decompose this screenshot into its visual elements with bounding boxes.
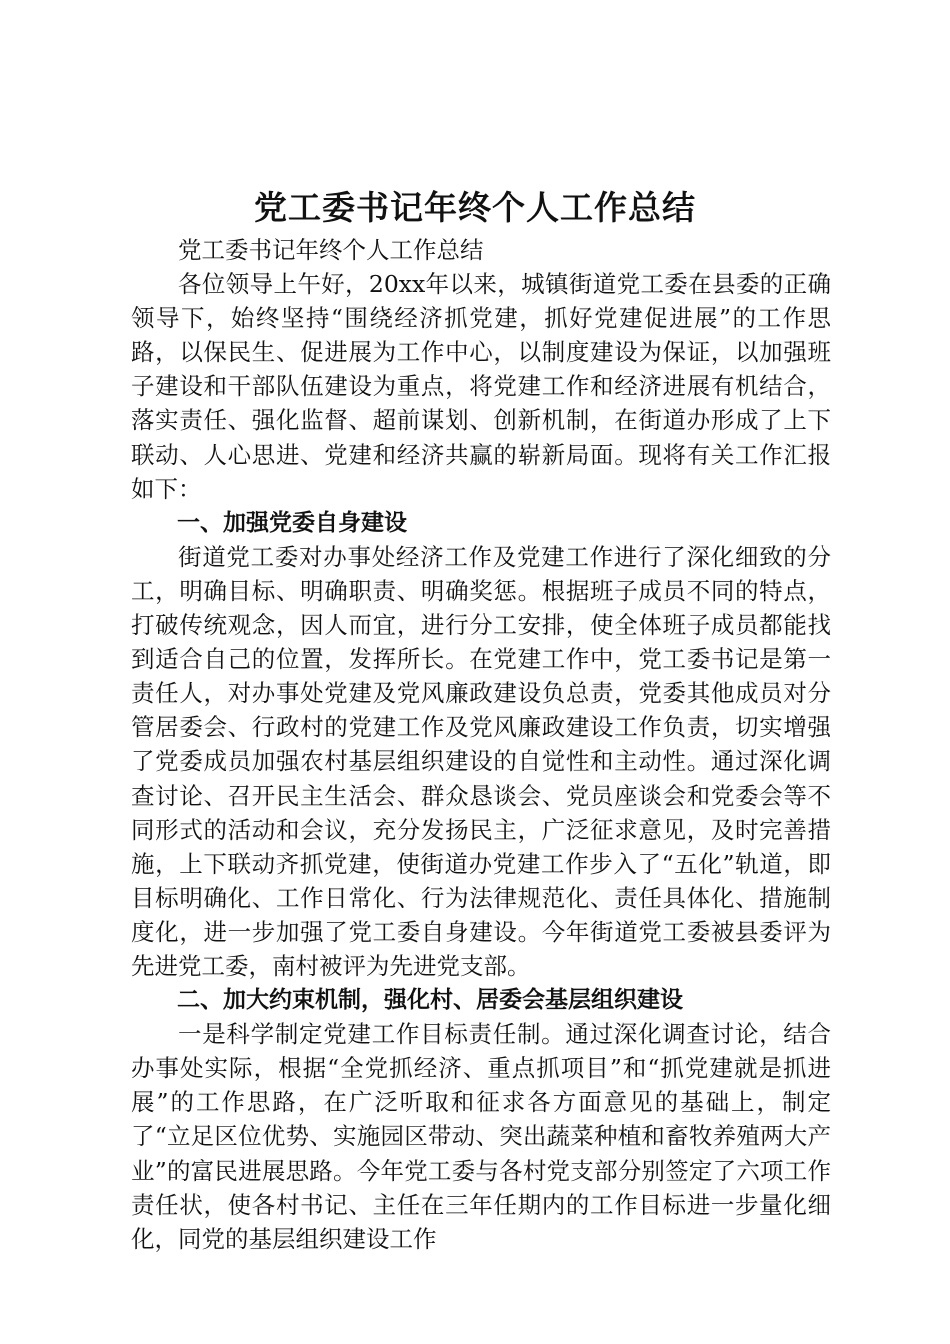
section-1-paragraph: 街道党工委对办事处经济工作及党建工作进行了深化细致的分工，明确目标、明确职责、明确奖惩。根据班子成员不同的特点，打破传统观念，因人而宜，进行分工安排，使全体班子成员都能找到适合自己的位置，发挥所长。在党建工作中，党工委书记是第一责任人，对办事处党建及党风廉政建设负总责，党委其他成员对分管居委会、行政村的党建工作及党风廉政建设工作负责，切实增强了党委成员加强农村基层组织建设的自觉性和主动性。通过深化调查讨论、召开民主生活会、群众恳谈会、党员座谈会和党委会等不同形式的活动和会议，充分发扬民主，广泛征求意见，及时完善措施，上下联动齐抓党建，使街道办党建工作步入了“五化”轨道，即目标明确化、工作日常化、行为法律规范化、责任具体化、措施制度化，进一步加强了党工委自身建设。今年街道党工委被县委评为先进党工委，南村被评为先进党支部。 [131,542,831,980]
document-title: 党工委书记年终个人工作总结 [254,188,696,227]
section-1-heading: 一、加强党委自身建设 [177,509,407,536]
intro-paragraph: 各位领导上午好，20xx年以来，城镇街道党工委在县委的正确领导下，始终坚持“围绕经济抓党建，抓好党建促进展”的工作思路，以保民生、促进展为工作中心，以制度建设为保证，以加强班子建设和干部队伍建设为重点，将党建工作和经济进展有机结合，落实责任、强化监督、超前谋划、创新机制，在街道办形成了上下联动、人心思进、党建和经济共赢的崭新局面。现将有关工作汇报如下： [131,270,831,503]
section-2-heading: 二、加大约束机制，强化村、居委会基层组织建设 [177,987,683,1014]
document-subtitle: 党工委书记年终个人工作总结 [178,236,484,264]
section-2-paragraph: 一是科学制定党建工作目标责任制。通过深化调查讨论，结合办事处实际，根据“全党抓经济、重点抓项目”和“抓党建就是抓进展”的工作思路，在广泛听取和征求各方面意见的基础上，制定了“立足区位优势、实施园区带动、突出蔬菜种植和畜牧养殖两大产业”的富民进展思路。今年党工委与各村党支部分别签定了六项工作责任状，使各村书记、主任在三年任期内的工作目标进一步量化细化，同党的基层组织建设工作 [131,1020,831,1253]
document-body [131,233,831,1256]
